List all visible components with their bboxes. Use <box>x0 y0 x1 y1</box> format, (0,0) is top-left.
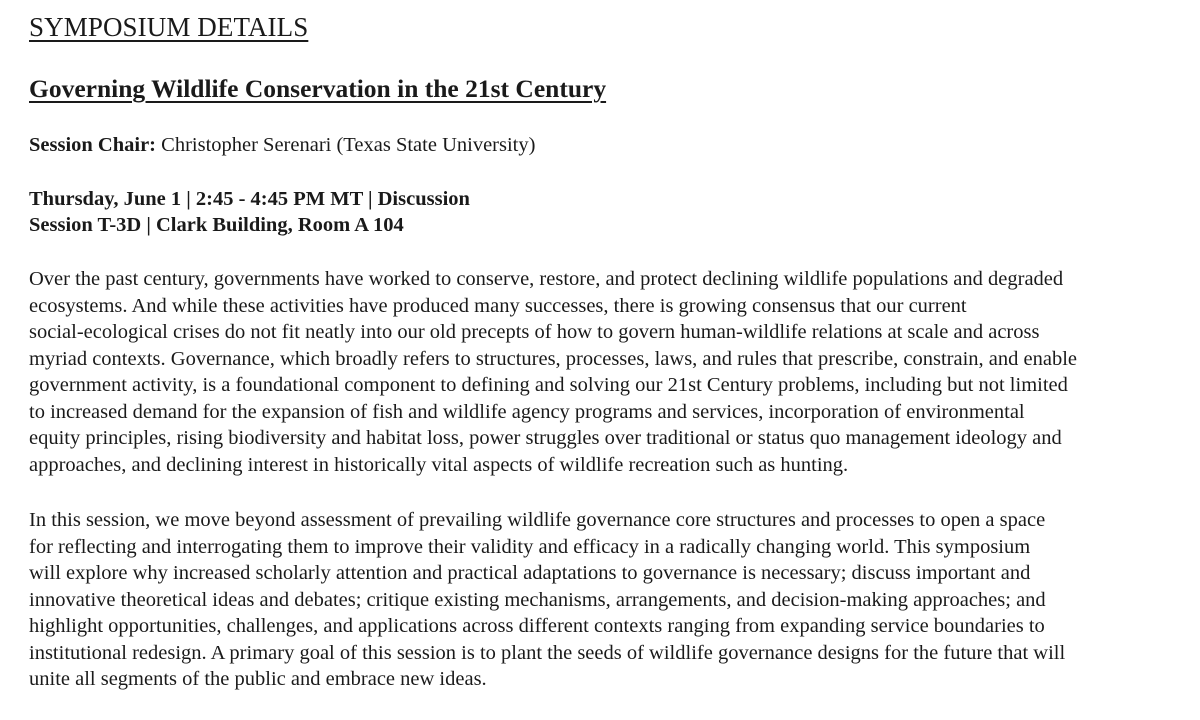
paragraph-line: to increased demand for the expansion of fish and wildlife agency programs and services, incorporation of environmental <box>29 400 1025 423</box>
paragraph-line: Over the past century, governments have worked to conserve, restore, and protect declining wildlife populations and degraded <box>29 268 1064 290</box>
session-schedule <box>29 186 470 238</box>
paragraph-line: In this session, we move beyond assessment of prevailing wildlife governance core structures and processes to open a space <box>29 509 1046 531</box>
session-title: Governing Wildlife Conservation in the 21st Century <box>29 74 607 103</box>
paragraph-line: unite all segments of the public and embrace new ideas. <box>29 668 487 690</box>
paragraph-line: myriad contexts. Governance, which broadly refers to structures, processes, laws, and rules that prescribe, constrain, and enable <box>29 347 1077 370</box>
schedule-date-time: Thursday, June 1 | 2:45 - 4:45 PM MT | Discussion <box>29 188 470 210</box>
session-chair-value: Christopher Serenari (Texas State University) <box>156 134 536 156</box>
session-chair-label: Session Chair: <box>29 134 157 156</box>
paragraph-line: ecosystems. And while these activities have produced many successes, there is growing consensus that our current <box>29 294 967 317</box>
description-paragraph-2 <box>29 507 1065 693</box>
paragraph-line: innovative theoretical ideas and debates; critique existing mechanisms, arrangements, and decision-making approaches; and <box>29 588 1046 611</box>
paragraph-line: equity principles, rising biodiversity and habitat loss, power struggles over traditional or status quo management ideology and <box>29 427 1062 449</box>
paragraph-line: highlight opportunities, challenges, and applications across different contexts ranging from expanding service boundaries to <box>29 615 1045 637</box>
paragraph-line: will explore why increased scholarly attention and practical adaptations to governance is necessary; discuss important and <box>29 562 1031 584</box>
paragraph-line: institutional redesign. A primary goal of this session is to plant the seeds of wildlife governance designs for the future that will <box>29 641 1066 664</box>
description-paragraph-1 <box>29 266 1077 478</box>
paragraph-line: government activity, is a foundational component to defining and solving our 21st Century problems, including but not limited <box>29 374 1068 396</box>
paragraph-line: for reflecting and interrogating them to improve their validity and efficacy in a radically changing world. This symposium <box>29 535 1031 558</box>
session-chair <box>29 134 535 157</box>
section-heading: SYMPOSIUM DETAILS <box>29 12 309 42</box>
paragraph-line: social-ecological crises do not fit neatly into our old precepts of how to govern human-wildlife relations at scale and across <box>29 321 1040 343</box>
paragraph-line: approaches, and declining interest in historically vital aspects of wildlife recreation such as hunting. <box>29 453 849 476</box>
schedule-location: Session T-3D | Clark Building, Room A 104 <box>29 214 404 236</box>
